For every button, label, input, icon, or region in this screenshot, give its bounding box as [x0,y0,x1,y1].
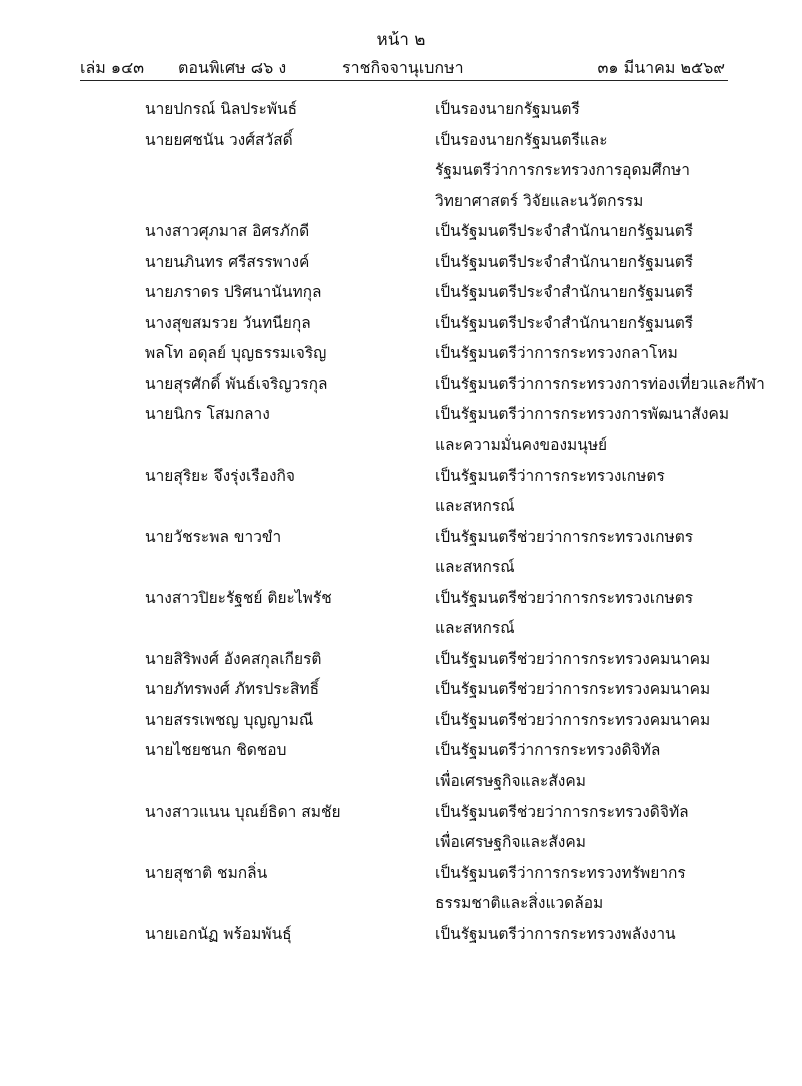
list-item [0,461,802,492]
gazette-header [80,52,725,80]
appointee-position: เป็นรัฐมนตรีช่วยว่าการกระทรวงดิจิทัล [435,802,689,821]
appointee-position: และความมั่นคงของมนุษย์ [435,436,608,455]
issue-label: ตอนพิเศษ ๘๖ ง [178,58,287,77]
list-item-continuation [0,430,802,461]
appointee-name: นางสาวศุภมาส อิศรภักดี [145,222,310,241]
appointee-name: นายสิริพงศ์ อังคสกุลเกียรติ [145,649,322,668]
appointee-name: นายสุชาติ ชมกลิ่น [145,863,268,882]
appointee-name: นายสุรศักดิ์ พันธ์เจริญวรกุล [145,374,328,393]
list-item-continuation [0,155,802,186]
list-item-continuation [0,552,802,583]
appointee-position: และสหกรณ์ [435,558,515,577]
list-item [0,277,802,308]
appointee-position: เป็นรัฐมนตรีว่าการกระทรวงดิจิทัล [435,741,661,760]
appointee-position: เป็นรัฐมนตรีช่วยว่าการกระทรวงคมนาคม [435,649,711,668]
appointee-position: เป็นรัฐมนตรีว่าการกระทรวงทรัพยากร [435,863,686,882]
appointee-position: เป็นรัฐมนตรีว่าการกระทรวงการพัฒนาสังคม [435,405,730,424]
list-item-continuation [0,827,802,858]
list-item [0,797,802,828]
appointee-position: เพื่อเศรษฐกิจและสังคม [435,772,586,791]
list-item-continuation [0,766,802,797]
publication-title: ราชกิจจานุเบกษา [342,58,464,77]
list-item [0,399,802,430]
appointee-position: เป็นรัฐมนตรีช่วยว่าการกระทรวงเกษตร [435,527,694,546]
appointee-name: นายสุริยะ จึงรุ่งเรืองกิจ [145,466,296,485]
appointee-name: นางสาวปิยะรัฐชย์ ติยะไพรัช [145,588,332,607]
list-item [0,644,802,675]
publication-date: ๓๑ มีนาคม ๒๕๖๙ [597,58,725,77]
list-item [0,674,802,705]
appointee-name: นายยศชนัน วงศ์สวัสดิ์ [145,130,293,149]
list-item-continuation [0,888,802,919]
appointee-position: และสหกรณ์ [435,619,515,638]
appointee-name: นางสุขสมรวย วันทนียกุล [145,313,311,332]
appointee-position: เป็นรัฐมนตรีประจำสำนักนายกรัฐมนตรี [435,222,694,241]
appointee-name: นางสาวแนน บุณย์ธิดา สมชัย [145,802,341,821]
list-item [0,369,802,400]
appointee-position: และสหกรณ์ [435,497,515,516]
appointment-list [0,94,802,949]
list-item [0,338,802,369]
appointee-name: นายนภินทร ศรีสรรพางค์ [145,252,310,271]
list-item [0,308,802,339]
list-item [0,522,802,553]
list-item-continuation [0,186,802,217]
appointee-position: เป็นรองนายกรัฐมนตรีและ [435,130,608,149]
appointee-position: วิทยาศาสตร์ วิจัยและนวัตกรรม [435,191,644,210]
appointee-position: รัฐมนตรีว่าการกระทรวงการอุดมศึกษา [435,161,690,180]
appointee-name: นายปกรณ์ นิลประพันธ์ [145,100,298,118]
appointee-position: เป็นรัฐมนตรีประจำสำนักนายกรัฐมนตรี [435,252,694,271]
appointee-name: นายภราดร ปริศนานันทกุล [145,283,322,302]
list-item [0,247,802,278]
appointee-position: เป็นรัฐมนตรีว่าการกระทรวงพลังงาน [435,924,676,943]
page-number: หน้า ๒ [376,30,426,50]
appointee-position: เป็นรัฐมนตรีว่าการกระทรวงเกษตร [435,466,665,485]
appointee-position: เป็นรัฐมนตรีช่วยว่าการกระทรวงคมนาคม [435,710,711,729]
header-divider [80,80,728,81]
list-item-continuation [0,491,802,522]
list-item [0,216,802,247]
appointee-position: เป็นรัฐมนตรีช่วยว่าการกระทรวงคมนาคม [435,680,711,699]
list-item-continuation [0,613,802,644]
appointee-position: เป็นรัฐมนตรีว่าการกระทรวงกลาโหม [435,344,678,363]
appointee-name: นายนิกร โสมกลาง [145,405,270,424]
appointee-name: นายสรรเพชญ บุญญามณี [145,710,314,729]
appointee-position: เป็นรัฐมนตรีว่าการกระทรวงการท่องเที่ยวและกีฬา [435,374,765,393]
appointee-name: นายภัทรพงศ์ ภัทรประสิทธิ์ [145,680,320,699]
list-item [0,735,802,766]
list-item [0,94,802,125]
appointee-name: นายเอกนัฏ พร้อมพันธุ์ [145,924,292,943]
appointee-position: ธรรมชาติและสิ่งแวดล้อม [435,894,604,913]
appointee-position: เป็นรัฐมนตรีประจำสำนักนายกรัฐมนตรี [435,313,694,332]
list-item [0,919,802,950]
appointee-name: พลโท อดุลย์ บุญธรรมเจริญ [145,344,327,363]
list-item [0,705,802,736]
appointee-name: นายวัชระพล ขาวขำ [145,527,282,546]
appointee-position: เพื่อเศรษฐกิจและสังคม [435,833,586,852]
appointee-position: เป็นรองนายกรัฐมนตรี [435,100,580,118]
volume-label: เล่ม ๑๔๓ [80,58,145,77]
appointee-position: เป็นรัฐมนตรีประจำสำนักนายกรัฐมนตรี [435,283,694,302]
appointee-name: นายไชยชนก ชิดชอบ [145,741,287,760]
appointee-position: เป็นรัฐมนตรีช่วยว่าการกระทรวงเกษตร [435,588,694,607]
list-item [0,125,802,156]
list-item [0,858,802,889]
list-item [0,583,802,614]
